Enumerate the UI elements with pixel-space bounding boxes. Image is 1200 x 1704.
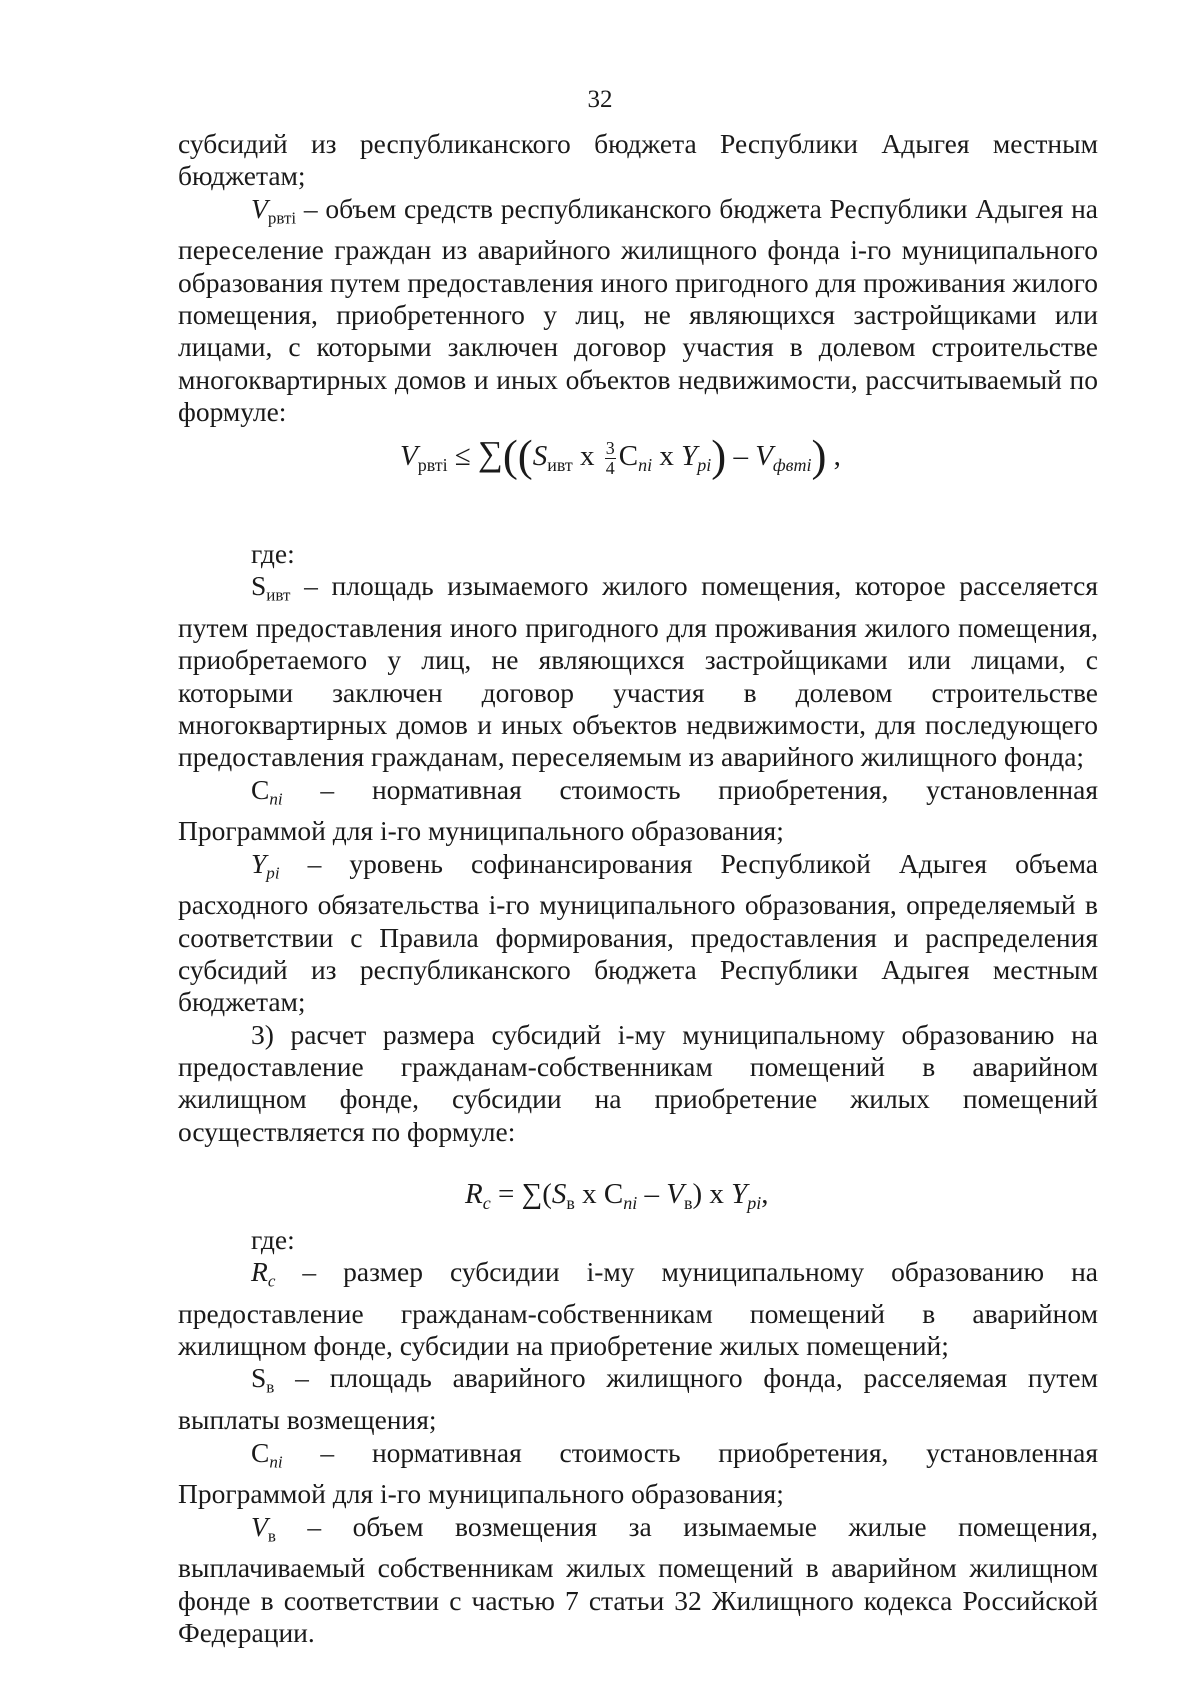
formula-lhs: V <box>400 440 418 473</box>
formula-relation: ≤ <box>447 440 479 473</box>
variable-subscript: ni <box>269 1451 283 1471</box>
fraction-denominator: 4 <box>605 457 615 478</box>
paragraph-s-v <box>178 1362 1098 1436</box>
paren-close-inner: ) <box>711 430 727 481</box>
paren-open: ( <box>542 1177 552 1210</box>
definition-text: – нормативная стоимость приобретения, установленная Программой для i-го муниципального образования; <box>178 1436 1098 1510</box>
variable-symbol: S <box>251 570 267 602</box>
formula-v: V <box>755 440 773 473</box>
formula-v: V <box>666 1177 684 1210</box>
formula-y: Y <box>681 440 698 473</box>
variable-symbol: C <box>251 1436 270 1468</box>
formula-c-sub: пi <box>623 1192 638 1213</box>
fraction-numerator: 3 <box>605 438 615 459</box>
formula-fraction <box>605 439 616 478</box>
formula-c: C <box>618 440 639 473</box>
variable-symbol: S <box>251 1362 267 1394</box>
variable-subscript: ni <box>269 789 283 809</box>
variable-symbol: V <box>251 192 268 224</box>
definition-text: – уровень софинансирования Республикой Адыгея объема расходного обязательства i-го муниципального образования, определяемый в соответствии с Правила формирования, предоставления и распределения субсидий из республиканского бюджета Республики Адыгея местным бюджетам; <box>178 847 1098 1018</box>
formula-times: x <box>652 440 682 473</box>
formula-y-sub: pi <box>697 454 712 475</box>
formula-equals: = <box>490 1177 522 1210</box>
definition-text: – размер субсидии i-му муниципальному образованию на предоставление гражданам-собственникам помещений в аварийном жилищном фонде, субсидии на приобретение жилых помещений; <box>178 1256 1098 1362</box>
definition-text: – объем возмещения за изымаемые жилые помещения, выплачиваемый собственникам жилых помещений в аварийном жилищном фонде в соответствии с частью 7 статьи 32 Жилищного кодекса Российской Федерации. <box>178 1510 1098 1648</box>
formula-y-sub: pi <box>747 1192 762 1213</box>
variable-symbol: R <box>251 1256 268 1288</box>
definition-text: – площадь изымаемого жилого помещения, которое расселяется путем предоставления иного пригодного для проживания жилого помещения, приобретаемого у лиц, не являющихся застройщиками или лицами, с которыми заключен договор участия в долевом строительстве многоквартирных домов и иных объектов недвижимости, для последующего предоставления гражданам, переселяемым из аварийного жилищного фонда; <box>178 570 1098 773</box>
formula-times: x <box>574 1177 604 1210</box>
where-label: где: <box>251 1223 295 1255</box>
page-number: 32 <box>587 86 613 113</box>
paren-close-outer: ) <box>811 430 827 481</box>
paren-close: ) <box>692 1177 703 1210</box>
formula-tail: , <box>761 1177 769 1210</box>
formula-minus: – <box>726 440 756 473</box>
variable-subscript: c <box>267 1271 276 1291</box>
paragraph-continuation: субсидий из республиканского бюджета Республики Адыгея местным бюджетам; <box>178 128 1098 192</box>
formula-s: S <box>551 1177 567 1210</box>
formula-v-rvti <box>178 432 1098 496</box>
paragraph-c-ni <box>178 774 1098 848</box>
definition-text: – объем средств республиканского бюджета Республики Адыгея на переселение граждан из аварийного жилищного фонда i-го муниципального образования путем предоставления иного пригодного для проживания жилого помещения, приобретенного у лиц, не являющихся застройщиками или лицами, с которыми заключен договор участия в долевом строительстве многоквартирных домов и иных объектов недвижимости, рассчитываемый по формуле: <box>178 192 1098 427</box>
formula-tail: , <box>826 440 841 473</box>
variable-subscript: pi <box>266 863 280 883</box>
variable-symbol: Y <box>251 847 267 879</box>
document-body <box>178 128 1098 1649</box>
formula-y: Y <box>731 1177 748 1210</box>
formula-times: x <box>702 1177 732 1210</box>
formula-lhs-sub: c <box>482 1192 491 1213</box>
formula-s-sub: ивт <box>547 454 573 475</box>
definition-text: – нормативная стоимость приобретения, установленная Программой для i-го муниципального образования; <box>178 773 1098 847</box>
formula-s-sub: в <box>566 1192 575 1213</box>
definition-text: – площадь аварийного жилищного фонда, расселяемая путем выплаты возмещения; <box>178 1362 1098 1436</box>
paragraph-s-ivt <box>178 570 1098 773</box>
formula-c: C <box>603 1177 624 1210</box>
paragraph-v-rvti <box>178 193 1098 429</box>
sum-symbol: ∑ <box>521 1177 543 1210</box>
variable-subscript: ивт <box>266 585 291 605</box>
variable-symbol: C <box>251 773 270 805</box>
formula-c-sub: пi <box>638 454 653 475</box>
paren-open-outer: (( <box>502 430 533 481</box>
paragraph-y-pi <box>178 848 1098 1019</box>
variable-subscript: рвтi <box>267 208 297 228</box>
paragraph-rc <box>178 1256 1098 1362</box>
variable-symbol: V <box>251 1510 268 1542</box>
paragraph-v-v <box>178 1511 1098 1650</box>
formula-lhs-sub: рвтi <box>417 454 448 475</box>
where-label: где: <box>251 538 295 570</box>
formula-times: x <box>572 440 602 473</box>
paragraph-item-3: 3) расчет размера субсидий i-му муниципальному образованию на предоставление гражданам-собственникам помещений в аварийном жилищном фонде, субсидии на приобретение жилых помещений осуществляется по формуле: <box>178 1018 1098 1147</box>
formula-v-sub: фвтi <box>772 454 812 475</box>
sum-symbol: ∑ <box>478 434 503 474</box>
paragraph-c-ni-2 <box>178 1437 1098 1511</box>
formula-lhs: R <box>465 1177 483 1210</box>
formula-rc <box>178 1170 1098 1224</box>
formula-v-sub: в <box>683 1192 693 1213</box>
variable-subscript: в <box>266 1377 275 1397</box>
formula-s: S <box>532 440 548 473</box>
variable-subscript: в <box>267 1526 276 1546</box>
formula-minus: – <box>637 1177 667 1210</box>
